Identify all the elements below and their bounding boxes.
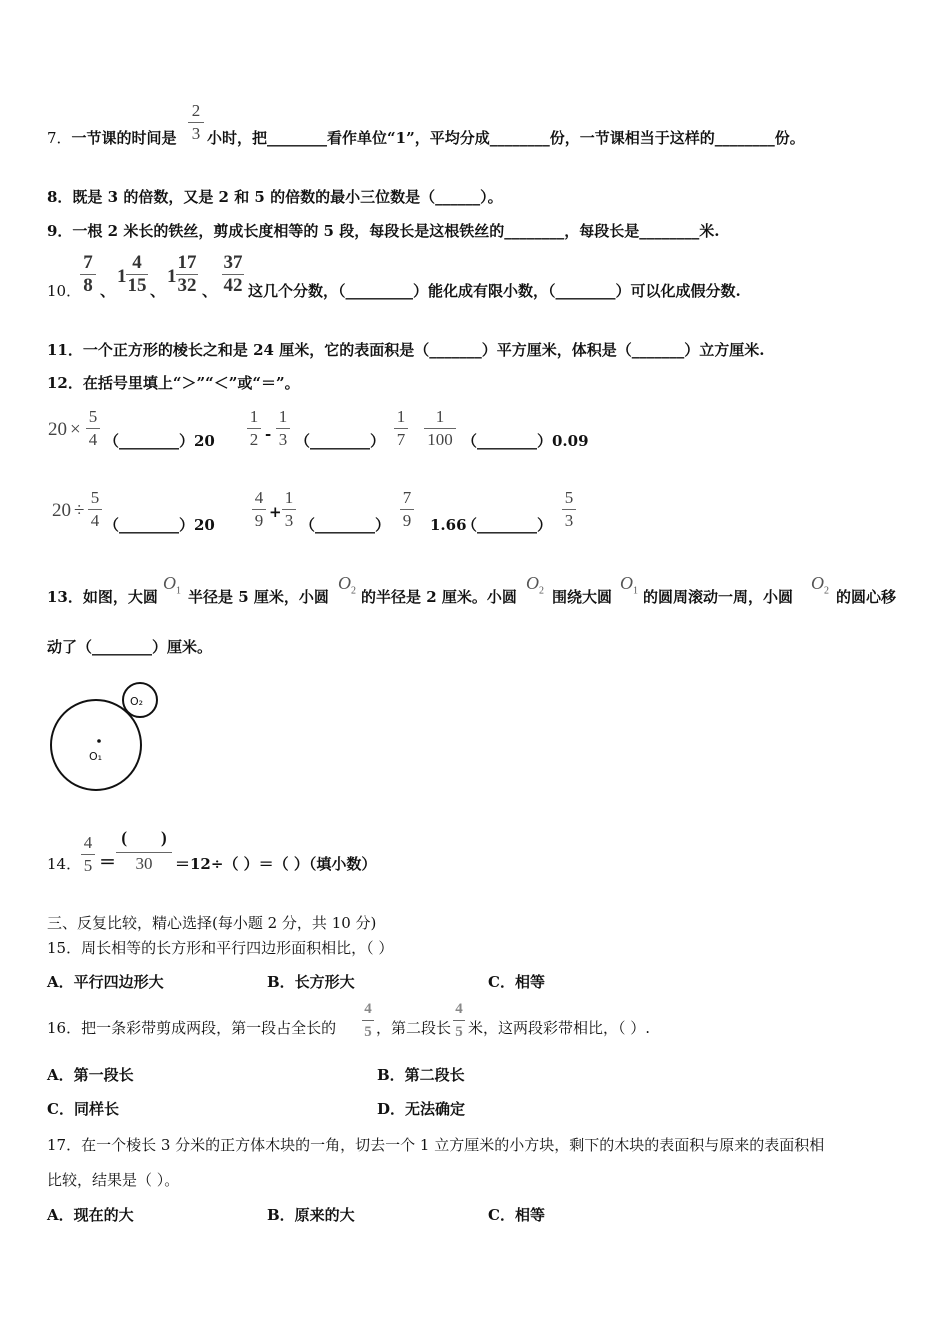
o-letter: O [338,573,351,593]
q12-r1-b-fraction-1 [247,408,261,449]
frac-den: 4 [88,430,98,449]
q10-f3-den: 32 [177,275,197,296]
frac-num: 5 [90,488,100,507]
q13-text-5: 的圆周滚动一周，小圆 [643,588,794,606]
o-sub: 1 [633,585,638,597]
q16-option-a[interactable]: A．第一段长 [47,1066,134,1084]
frac-den: 3 [564,511,574,530]
o-letter: O [526,573,539,593]
q13-o1-label-b [620,573,638,597]
frac-num: 4 [83,833,93,852]
q12-r2-b-op: + [269,503,282,521]
q13-line-2: 动了（________）厘米。 [47,638,213,656]
big-circle [51,700,141,790]
q10-sep-1: 、 [100,282,116,300]
q12-r1-b-fraction-2 [276,408,290,449]
q10-fraction-2 [126,254,148,295]
q7-fraction [188,102,204,143]
q7-frac-den: 3 [191,124,201,143]
q10-f1-num: 7 [83,252,93,273]
q16-option-c[interactable]: C．同样长 [47,1100,119,1118]
q17-option-a[interactable]: A．现在的大 [47,1206,134,1224]
q13-text-1: 13．如图，大圆 [47,588,158,606]
frac-num: 1 [284,488,294,507]
q10-f1-den: 8 [83,275,93,296]
q13-o1-label [163,573,181,597]
q10-fraction-1 [80,254,96,295]
q14-blank-fraction [116,828,172,873]
o-sub: 2 [351,585,356,597]
q16-option-d[interactable]: D．无法确定 [377,1100,466,1118]
q12-r2-a-pre: 20 [52,500,71,521]
q7-text-2: 小时，把________看作单位“1”，平均分成________份，一节课相当于这样的________份。 [207,129,805,147]
q12-r2-c-fraction [400,489,414,530]
fraction-bar [247,428,261,429]
q12-r1-b-blank[interactable]: （________） [295,432,386,450]
q16-text-3: 米，这两段彩带相比，（ ）. [468,1019,651,1037]
frac-num: 1 [435,407,445,426]
q12-r2-a-fraction [88,489,102,530]
fraction-bar [453,1020,465,1021]
q16-text-1: 16．把一条彩带剪成两段，第一段占全长的 [47,1019,337,1037]
frac-num: 4 [364,1001,372,1017]
fig-o2-label: O₂ [130,695,144,708]
q14-paren[interactable]: ( ) [121,828,167,847]
o-letter: O [811,573,824,593]
q12-r2-a-blank[interactable]: （________）20 [104,516,215,534]
frac-num: 5 [88,407,98,426]
o-sub: 2 [824,585,829,597]
q16-fraction-1 [362,1000,374,1041]
q17-option-c[interactable]: C．相等 [488,1206,545,1224]
q12-r1-c-fraction-2 [424,408,456,449]
q12-r1-b-op: - [265,425,272,443]
q14-number: 14． [47,855,82,873]
frac-den: 3 [284,511,294,530]
q12-r1-a-op: × [70,419,81,440]
o-sub: 1 [176,585,181,597]
q12-r2-b-fraction-2 [282,489,296,530]
fraction-bar [276,428,290,429]
q12-r2-d-fraction [562,489,576,530]
q11-line: 11．一个正方形的棱长之和是 24 厘米，它的表面积是（_______）平方厘米，体积是（_______）立方厘米. [47,341,765,359]
frac-den: 4 [90,511,100,530]
q13-text-3: 的半径是 2 厘米。小圆 [361,588,517,606]
fraction-bar [424,428,456,429]
fraction-bar [400,509,414,510]
q13-o2-label-c [811,573,829,597]
frac-den: 9 [254,511,264,530]
fraction-bar [562,509,576,510]
q13-text-4: 围绕大圆 [552,588,613,606]
fraction-bar [86,428,100,429]
q13-text-2: 半径是 5 厘米，小圆 [188,588,329,606]
q7-number: 7． [47,129,72,147]
section-3-title: 三、反复比较，精心选择(每小题 2 分，共 10 分) [47,914,377,932]
fraction-bar [252,509,266,510]
q10-f2-num: 4 [132,252,142,273]
q10-f2-whole: 1 [117,266,127,287]
frac-den: 3 [278,430,288,449]
q9-line: 9．一根 2 米长的铁丝，剪成长度相等的 5 段，每段长是这根铁丝的________，每段长是________米. [47,222,720,240]
frac-num: 7 [402,488,412,507]
q12-r2-a-op: ÷ [74,500,85,521]
q10-fraction-3 [176,254,198,295]
frac-num: 1 [278,407,288,426]
frac-den: 9 [402,511,412,530]
q10-number: 10． [47,282,82,300]
q12-r2-c-blank[interactable]: （________） [462,516,553,534]
q17-option-b[interactable]: B．原来的大 [267,1206,355,1224]
fraction-bar [282,509,296,510]
q12-line: 12．在括号里填上“＞”“＜”或“＝”。 [47,374,300,392]
q10-f3-num: 17 [177,252,197,273]
frac-den: 5 [455,1024,463,1040]
q12-r1-a-blank[interactable]: （________）20 [104,432,215,450]
q10-fraction-4 [222,254,244,295]
fig-o1-label: O₁ [89,750,103,763]
q16-option-b[interactable]: B．第二段长 [377,1066,465,1084]
big-circle-center [97,739,101,743]
q8-line: 8．既是 3 的倍数，又是 2 和 5 的倍数的最小三位数是（______）。 [47,188,503,206]
q16-fraction-2 [453,1000,465,1041]
fraction-bar [188,122,204,123]
fraction-bar [88,509,102,510]
fraction-bar [394,428,408,429]
q12-r1-c-blank[interactable]: （________）0.09 [462,432,589,450]
q12-r2-c-val: 1.66 [430,516,467,534]
q12-r2-b-fraction-1 [252,489,266,530]
q12-r1-a-pre: 20 [48,419,67,440]
q12-r2-b-blank[interactable]: （________） [300,516,391,534]
q10-sep-2: 、 [150,282,166,300]
q7-line [47,128,177,148]
q17-line-1: 17．在一个棱长 3 分米的正方体木块的一角，切去一个 1 立方厘米的小方块，剩下的木块的表面积与原来的表面积相 [47,1136,825,1154]
frac-num: 5 [564,488,574,507]
q12-r1-a-fraction [86,408,100,449]
frac-den: 5 [364,1024,372,1040]
q10-f4-den: 42 [223,275,243,296]
frac-num: 4 [455,1001,463,1017]
q15-option-a[interactable]: A．平行四边形大 [47,973,164,991]
frac-den: 7 [396,430,406,449]
q7-text-1: 一节课的时间是 [71,129,177,147]
q10-f2-den: 15 [127,275,147,296]
frac-den: 2 [249,430,259,449]
q10-sep-3: 、 [202,282,218,300]
frac-num: 1 [396,407,406,426]
q14-eq: ＝ [99,853,116,873]
q12-r1-c-fraction [394,408,408,449]
q13-o2-label-a [338,573,356,597]
q7-frac-num: 2 [191,101,201,120]
o-letter: O [163,573,176,593]
o-letter: O [620,573,633,593]
fraction-bar [362,1020,374,1021]
frac-den: 5 [83,856,93,875]
frac-den: 100 [427,430,453,449]
q15-line: 15．周长相等的长方形和平行四边形面积相比，（ ） [47,939,394,957]
q15-option-b[interactable]: B．长方形大 [267,973,355,991]
q10-text: 这几个分数，（_________）能化成有限小数，（________）可以化成假分数. [248,282,741,300]
o-sub: 2 [539,585,544,597]
frac-num: 4 [254,488,264,507]
q14-rest: ＝12÷（ ）＝（ ）（填小数） [175,855,377,873]
q15-option-c[interactable]: C．相等 [488,973,545,991]
q14-den: 30 [135,854,153,873]
fraction-bar [116,852,172,853]
q14-fraction [81,834,95,875]
q10-f3-whole: 1 [167,266,177,287]
fraction-bar [81,854,95,855]
q10-f4-num: 37 [223,252,243,273]
q13-o2-label-b [526,573,544,597]
q13-text-6: 的圆心移 [836,588,897,606]
q17-line-2: 比较，结果是（ ）。 [47,1171,180,1189]
frac-num: 1 [249,407,259,426]
circle-figure [46,678,166,796]
q16-text-2: ，第二段长 [376,1019,452,1037]
